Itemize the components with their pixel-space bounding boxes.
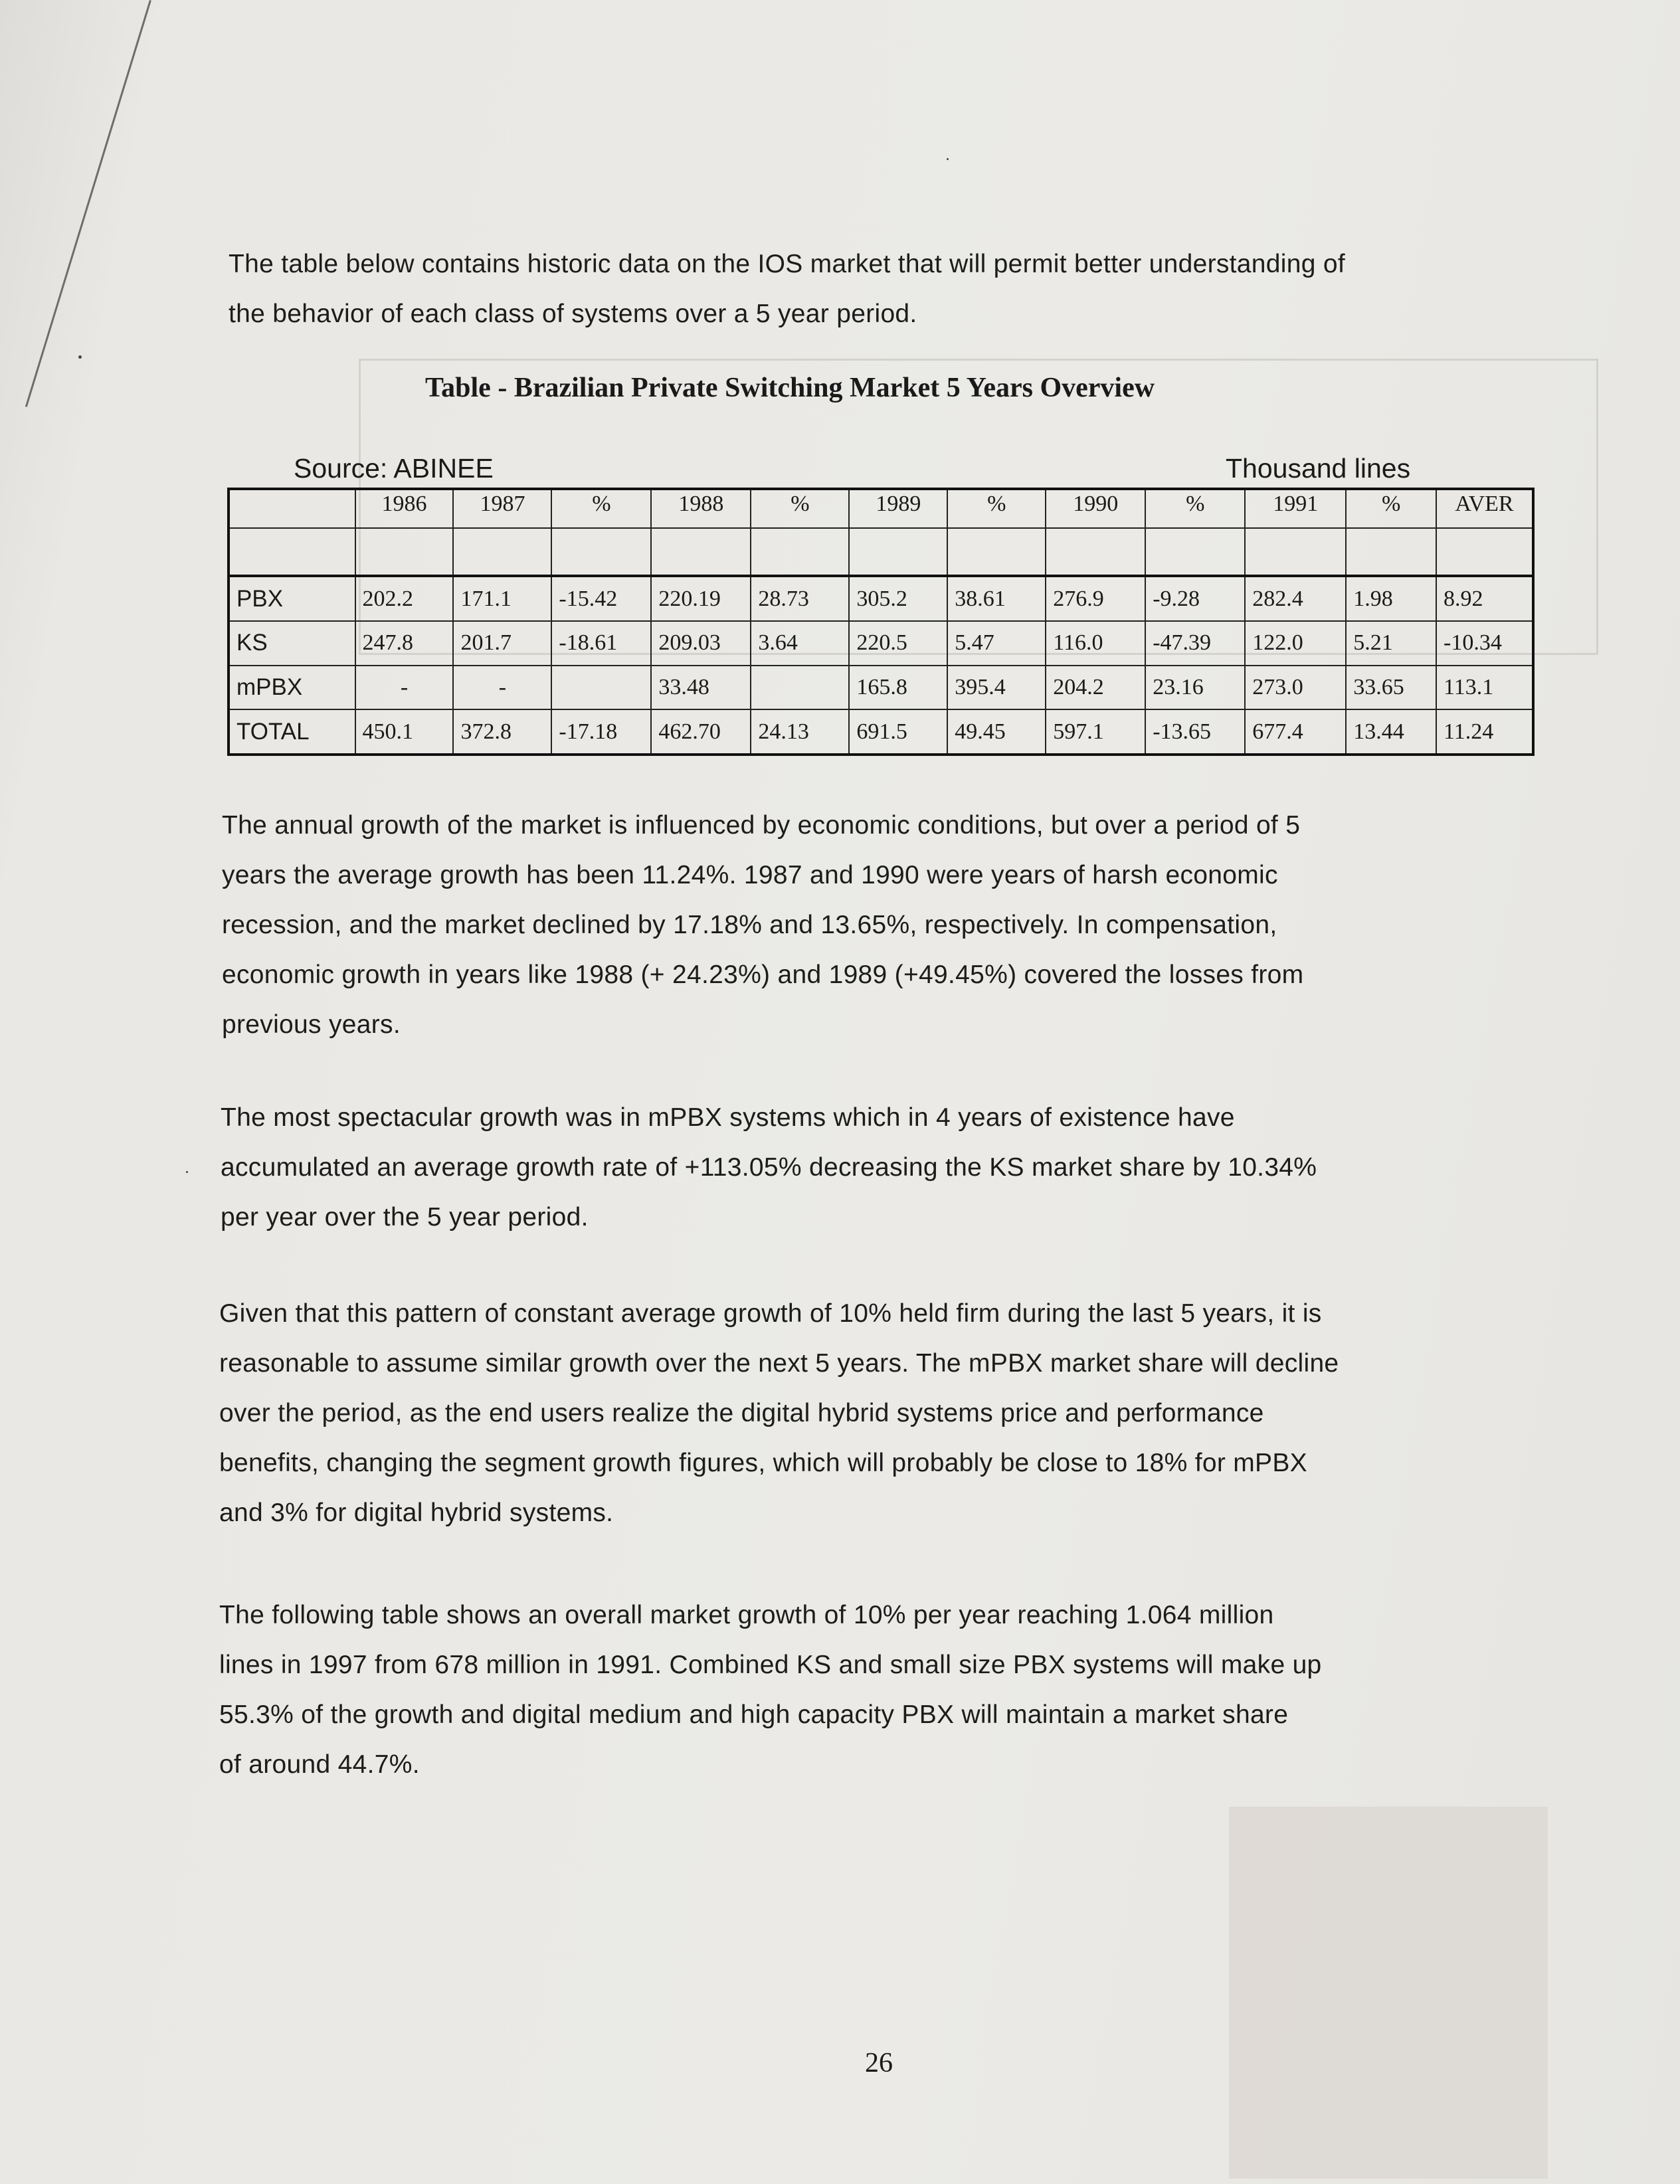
table-cell: 691.5 (849, 709, 947, 755)
table-cell: 677.4 (1245, 709, 1346, 755)
header-cell: 1986 (355, 489, 454, 528)
table-cell: 171.1 (453, 576, 551, 621)
table-cell: 28.73 (751, 576, 849, 621)
paragraph-line: benefits, changing the segment growth figures, which will probably be close to 18% for mPBX (219, 1449, 1307, 1477)
header-cell: % (1346, 489, 1436, 528)
paragraph-line: previous years. (222, 1010, 401, 1039)
paragraph-line: The most spectacular growth was in mPBX systems which in 4 years of existence have (221, 1103, 1235, 1132)
header-cell: 1989 (849, 489, 947, 528)
intro-paragraph (229, 239, 1521, 339)
spacer-cell (355, 528, 454, 576)
table-header-row (229, 489, 1533, 528)
table-cell: 3.64 (751, 621, 849, 666)
table-cell: 1.98 (1346, 576, 1436, 621)
page-number: 26 (865, 2048, 893, 2078)
spacer-cell (1436, 528, 1533, 576)
row-label: KS (229, 621, 355, 666)
table-cell: 24.13 (751, 709, 849, 755)
table-cell: -13.65 (1145, 709, 1245, 755)
intro-line: The table below contains historic data on the IOS market that will permit better understanding of (229, 250, 1345, 278)
table-cell (751, 666, 849, 710)
table-cell: 209.03 (651, 621, 751, 666)
table-cell: 13.44 (1346, 709, 1436, 755)
table-cell: - (355, 666, 454, 710)
spacer-cell (1046, 528, 1145, 576)
table-cell: 8.92 (1436, 576, 1533, 621)
table-source: Source: ABINEE (294, 453, 494, 484)
table-cell: 220.5 (849, 621, 947, 666)
row-label: TOTAL (229, 709, 355, 755)
table-cell: 247.8 (355, 621, 454, 666)
paragraph-line: economic growth in years like 1988 (+ 24.23%) and 1989 (+49.45%) covered the losses from (222, 960, 1304, 989)
table-cell: 462.70 (651, 709, 751, 755)
table-row-pbx (229, 576, 1533, 621)
paragraph-line: recession, and the market declined by 17.18% and 13.65%, respectively. In compensation, (222, 911, 1277, 939)
spacer-cell (947, 528, 1046, 576)
paragraph-line: over the period, as the end users realize the digital hybrid systems price and performance (219, 1399, 1264, 1427)
header-cell: % (1145, 489, 1245, 528)
paragraph-line: and 3% for digital hybrid systems. (219, 1499, 614, 1527)
table-cell: -15.42 (551, 576, 651, 621)
table-cell: 23.16 (1145, 666, 1245, 710)
table-cell: -17.18 (551, 709, 651, 755)
spacer-cell (651, 528, 751, 576)
paper-speck (947, 158, 949, 160)
spacer-cell (453, 528, 551, 576)
table-cell: -10.34 (1436, 621, 1533, 666)
paragraph-line: The annual growth of the market is influenced by economic conditions, but over a period of 5 (222, 811, 1301, 840)
spacer-cell (849, 528, 947, 576)
paragraph-forecast (219, 1289, 1531, 1538)
table-cell: -9.28 (1145, 576, 1245, 621)
paragraph-line: accumulated an average growth rate of +113.05% decreasing the KS market share by 10.34% (221, 1153, 1317, 1182)
spacer-cell (1346, 528, 1436, 576)
spacer-cell (229, 528, 355, 576)
header-cell: 1990 (1046, 489, 1145, 528)
paragraph-line: reasonable to assume similar growth over the next 5 years. The mPBX market share will decline (219, 1349, 1339, 1378)
table-row-total (229, 709, 1533, 755)
bleed-through-photo-ghost (1229, 1807, 1548, 2179)
table-cell: 122.0 (1245, 621, 1346, 666)
table-cell: 38.61 (947, 576, 1046, 621)
table-cell: 116.0 (1046, 621, 1145, 666)
table-cell: 450.1 (355, 709, 454, 755)
table-cell: 597.1 (1046, 709, 1145, 755)
table-cell: 5.21 (1346, 621, 1436, 666)
table-cell: 113.1 (1436, 666, 1533, 710)
paragraph-line: of around 44.7%. (219, 1750, 420, 1779)
table-cell: 372.8 (453, 709, 551, 755)
table-row-mpbx (229, 666, 1533, 710)
paragraph-line: per year over the 5 year period. (221, 1203, 589, 1231)
table-cell: 49.45 (947, 709, 1046, 755)
header-cell: % (751, 489, 849, 528)
header-cell: % (551, 489, 651, 528)
header-cell (229, 489, 355, 528)
paragraph-following-table (219, 1590, 1531, 1789)
table-cell: 204.2 (1046, 666, 1145, 710)
table-spacer-row (229, 528, 1533, 576)
table-cell: 201.7 (453, 621, 551, 666)
paper-speck (186, 1171, 188, 1173)
table-cell: 33.65 (1346, 666, 1436, 710)
table-cell: 276.9 (1046, 576, 1145, 621)
table-cell: -47.39 (1145, 621, 1245, 666)
spacer-cell (751, 528, 849, 576)
market-table (227, 488, 1535, 756)
paper-speck (78, 355, 82, 359)
paragraph-line: years the average growth has been 11.24%. 1987 and 1990 were years of harsh economic (222, 861, 1278, 889)
table-cell: 33.48 (651, 666, 751, 710)
spacer-cell (551, 528, 651, 576)
table-cell: 282.4 (1245, 576, 1346, 621)
table-cell: 5.47 (947, 621, 1046, 666)
table-cell (551, 666, 651, 710)
table-cell: - (453, 666, 551, 710)
paragraph-line: lines in 1997 from 678 million in 1991. Combined KS and small size PBX systems will make up (219, 1651, 1322, 1679)
intro-line: the behavior of each class of systems over a 5 year period. (229, 300, 917, 328)
spacer-cell (1145, 528, 1245, 576)
table-units: Thousand lines (1226, 453, 1411, 484)
table-title: Table - Brazilian Private Switching Market 5 Years Overview (425, 373, 1155, 403)
paragraph-line: The following table shows an overall market growth of 10% per year reaching 1.064 million (219, 1601, 1274, 1629)
table-cell: 165.8 (849, 666, 947, 710)
row-label: PBX (229, 576, 355, 621)
table-cell: 305.2 (849, 576, 947, 621)
header-cell: 1991 (1245, 489, 1346, 528)
paragraph-line: Given that this pattern of constant average growth of 10% held firm during the last 5 years, it is (219, 1299, 1322, 1328)
table-row-ks (229, 621, 1533, 666)
table-cell: 273.0 (1245, 666, 1346, 710)
table-cell: 202.2 (355, 576, 454, 621)
row-label: mPBX (229, 666, 355, 710)
paragraph-mpbx-growth (221, 1093, 1529, 1242)
header-cell: % (947, 489, 1046, 528)
header-cell: 1987 (453, 489, 551, 528)
header-cell: AVER (1436, 489, 1533, 528)
paragraph-line: 55.3% of the growth and digital medium and high capacity PBX will maintain a market share (219, 1700, 1289, 1729)
spacer-cell (1245, 528, 1346, 576)
table-cell: 220.19 (651, 576, 751, 621)
table-cell: -18.61 (551, 621, 651, 666)
table-cell: 11.24 (1436, 709, 1533, 755)
table-cell: 395.4 (947, 666, 1046, 710)
paragraph-market-growth (222, 800, 1531, 1049)
header-cell: 1988 (651, 489, 751, 528)
